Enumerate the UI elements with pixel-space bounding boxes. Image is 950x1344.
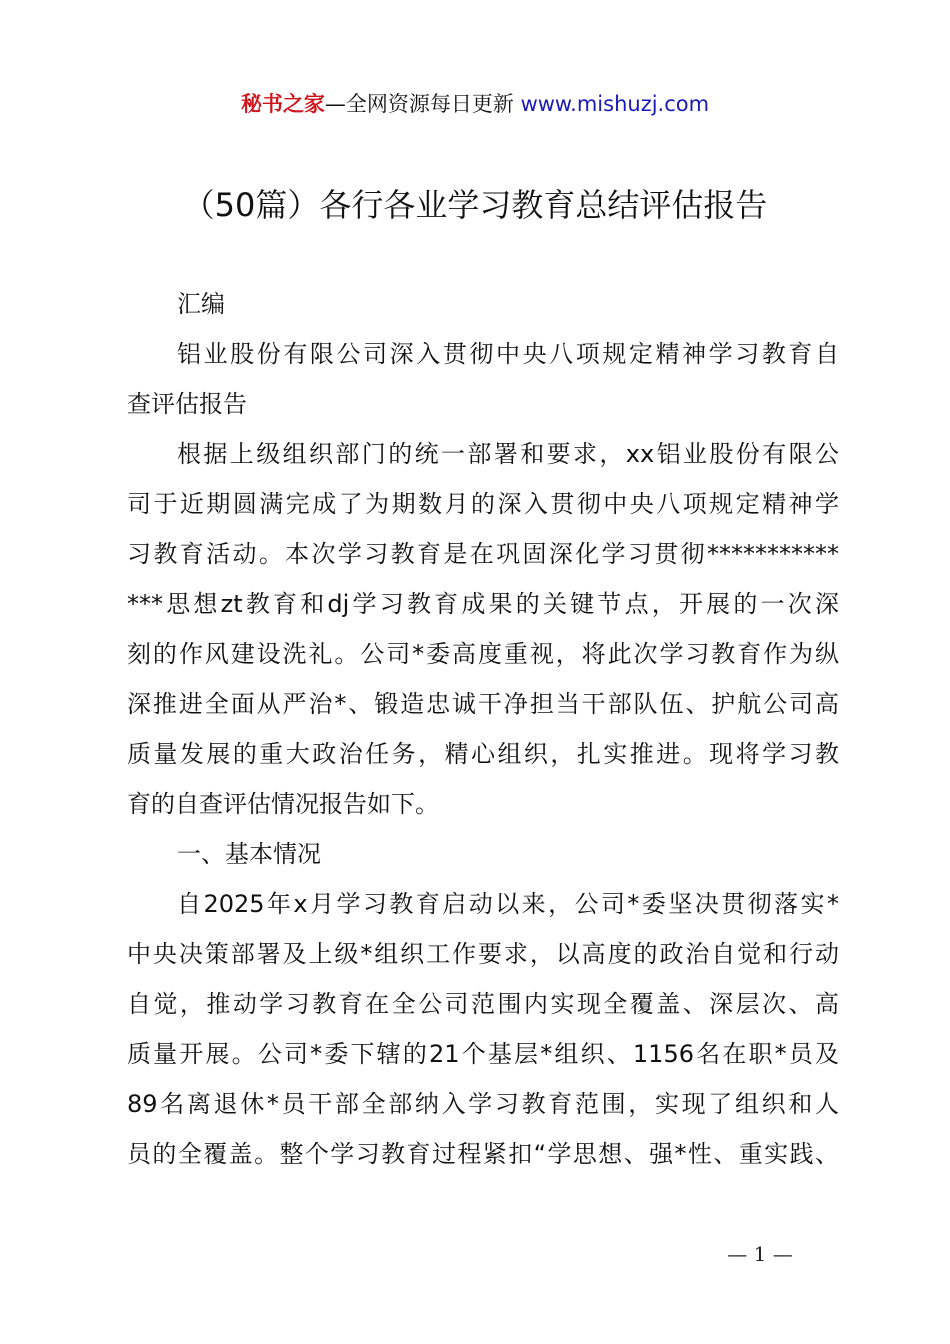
paragraph-line: 质量发展的重大政治任务，精心组织，扎实推进。现将学习教: [127, 740, 839, 768]
paragraph-line: 根据上级组织部门的统一部署和要求，xx铝业股份有限公: [177, 440, 839, 468]
site-tagline: —全网资源每日更新: [324, 92, 521, 116]
document-title: （50篇）各行各业学习教育总结评估报告: [182, 186, 768, 224]
site-brand: 秘书之家: [240, 92, 325, 116]
page-number: — 1 —: [727, 1242, 793, 1266]
paragraph-line: 质量开展。公司*委下辖的21个基层*组织、1156名在职*员及: [127, 1040, 839, 1068]
paragraph-line: 自觉，推动学习教育在全公司范围内实现全覆盖、深层次、高: [127, 990, 839, 1018]
paragraph-line: 司于近期圆满完成了为期数月的深入贯彻中央八项规定精神学: [127, 490, 839, 518]
paragraph-line: 中央决策部署及上级*组织工作要求，以高度的政治自觉和行动: [127, 940, 839, 968]
paragraph-line: 铝业股份有限公司深入贯彻中央八项规定精神学习教育自: [177, 340, 839, 368]
paragraph-line: 查评估报告: [127, 390, 247, 418]
paragraph-line: ***思想zt教育和dj学习教育成果的关键节点，开展的一次深: [127, 590, 839, 618]
site-header: [0, 88, 950, 120]
paragraph-line: 深推进全面从严治*、锻造忠诚干净担当干部队伍、护航公司高: [127, 690, 839, 718]
paragraph-line: 89名离退休*员干部全部纳入学习教育范围，实现了组织和人: [127, 1090, 839, 1118]
section-heading: 一、基本情况: [177, 840, 321, 868]
paragraph-line: 育的自查评估情况报告如下。: [127, 790, 439, 818]
site-url-link[interactable]: www.mishuzj.com: [520, 92, 710, 116]
paragraph-line: 习教育活动。本次学习教育是在巩固深化学习贯彻***********: [127, 540, 839, 568]
paragraph-line: 汇编: [177, 290, 225, 318]
paragraph-line: 刻的作风建设洗礼。公司*委高度重视，将此次学习教育作为纵: [127, 640, 839, 668]
paragraph-line: 员的全覆盖。整个学习教育过程紧扣“学思想、强*性、重实践、: [127, 1140, 839, 1168]
paragraph-line: 自2025年x月学习教育启动以来，公司*委坚决贯彻落实*: [177, 890, 839, 918]
